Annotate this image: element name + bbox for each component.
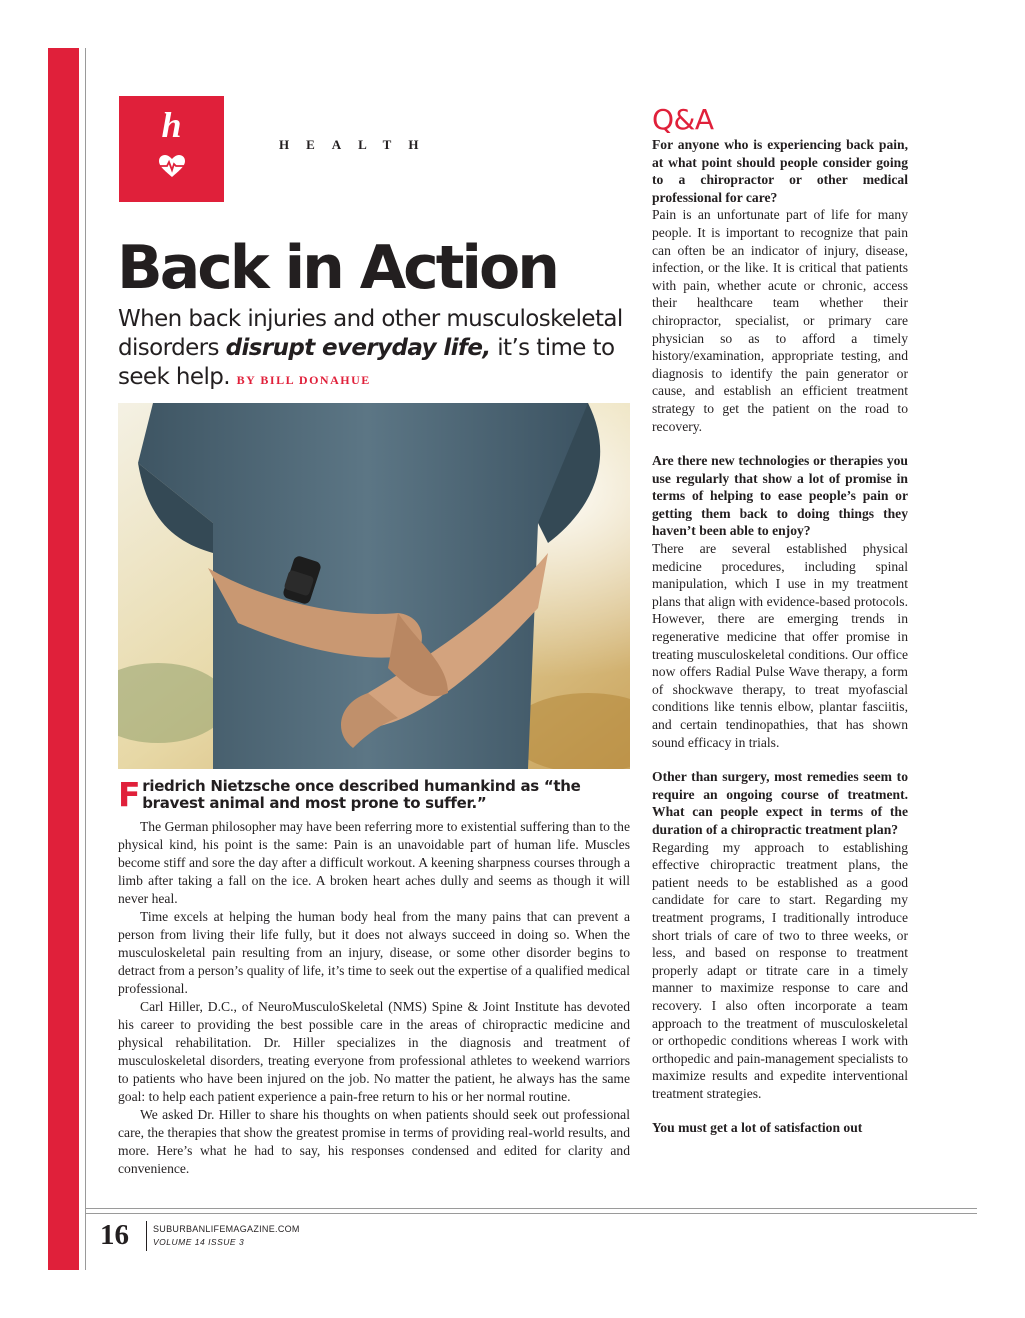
body-paragraph: Carl Hiller, D.C., of NeuroMusculoSkeletal (NMS) Spine & Joint Institute has devoted his career to providing the best possible care in the areas of chiropractic medicine and physical rehabilitation. Dr. Hiller specializes in the diagnosis and treatment of musculoskeletal disorders, treating everyone from professional athletes to weekend warriors to patients who have been injured on the job. No matter the patient, he always has the same goal: to help each patient experience a pain-free return to his or her normal routine. xyxy=(118,999,630,1104)
dek-text-2: it’s time to seek help. xyxy=(118,335,615,390)
qa-question: Other than surgery, most remedies seem to require an ongoing course of treatment. What can people expect in terms of the duration of a chiropractic treatment plan? xyxy=(652,769,908,837)
qa-question: For anyone who is experiencing back pain, at what point should people consider going to a chiropractor or other medical professional for care? xyxy=(652,137,908,205)
byline: BY BILL DONAHUE xyxy=(236,373,371,387)
article-dek xyxy=(118,305,638,395)
qa-heading: Q&A xyxy=(652,103,714,136)
body-paragraph: The German philosopher may have been referring more to existential suffering than to the physical kind, his point is the same: Pain is an unavoidable part of human life. Muscles become stiff and sore the day after a difficult workout. A keening sharpness courses through a limb after taking a fall on the ice. A broken heart aches dully and seems as though it will never heal. xyxy=(118,819,630,906)
drop-cap: F xyxy=(118,775,141,814)
footer-rule-2 xyxy=(85,1213,977,1214)
margin-rule xyxy=(85,48,86,1270)
footer-rule xyxy=(85,1208,977,1209)
qa-answer: Regarding my approach to establishing effective chiropractic treatment plans, the patient needs to be established as a good candidate for care to start. Regarding my treatment programs, I traditionally introduce short trials of care of two to three weeks, or less, and based on response to treatment properly adapt or titrate care in a timely manner to maximize response to care and recovery. I also often incorporate a team approach to the treatment of musculoskeletal or orthopedic conditions whereas I work with orthopedic and pain-management specialists to maximize results and expedite interventional treatment strategies. xyxy=(652,839,908,1101)
dek-emphasis: disrupt everyday life, xyxy=(225,335,491,361)
logo-letter: h xyxy=(161,105,182,145)
qa-question: Are there new technologies or therapies you use regularly that show a lot of promise in terms of helping to ease people’s pain or getting them back to doing things they haven’t been able to enjoy? xyxy=(652,453,908,539)
article-body xyxy=(118,818,630,1178)
body-paragraph: Time excels at helping the human body heal from the many pains that can prevent a person from living their life fully, but it does not always succeed in doing so. When the musculoskeletal pain resulting from an injury, disease, or some other disorder begins to detract from a person’s quality of life, it’s time to seek out the expertise of a qualified medical professional. xyxy=(118,909,630,996)
health-logo xyxy=(119,96,224,202)
qa-question: You must get a lot of satisfaction out xyxy=(652,1120,863,1136)
section-label: HEALTH xyxy=(279,137,436,152)
footer-site: SUBURBANLIFEMAGAZINE.COM xyxy=(153,1224,300,1234)
heart-pulse-icon xyxy=(158,154,186,178)
qa-answer: Pain is an unfortunate part of life for many people. It is important to recognize that pain can often be an indicator of injury, disease, infection, or the like. It is critical that patients with pain, whether acute or chronic, access their healthcare team whether their chiropractor, specialist, or primary care physician so as to afford a timely history/examination, appropriate testing, and diagnosis to identify the pain generator or cause, and establish an efficient treatment strategy to get the patient on the road to recovery. xyxy=(652,207,908,434)
qa-answer: There are several established physical medicine procedures, including spinal manipulation, which I use in my treatment plans that align with evidence-based protocols. However, there are emerging trends in regenerative medicine that offer promise in treating musculoskeletal conditions. Our office now offers Radial Pulse Wave therapy, a form of shockwave therapy, to treat myofascial conditions like tennis elbow, plantar fasciitis, and certain tendinopathies, that has shown sound efficacy in trials. xyxy=(652,541,908,750)
back-pain-photo xyxy=(118,403,630,769)
lead-paragraph xyxy=(118,775,633,814)
lead-text: riedrich Nietzsche once described humankind as “the bravest animal and most prone to suffer.” xyxy=(142,777,581,812)
footer-issue: VOLUME 14 ISSUE 3 xyxy=(153,1237,245,1247)
qa-column xyxy=(652,136,908,1137)
article-title: Back in Action xyxy=(117,233,557,303)
footer-separator xyxy=(146,1221,147,1251)
page-number: 16 xyxy=(100,1219,129,1251)
body-paragraph: We asked Dr. Hiller to share his thoughts on when patients should seek out professional care, the therapies that show the greatest promise in terms of providing real-world results, and more. Here’s what he had to say, his responses condensed and edited for clarity and convenience. xyxy=(118,1107,630,1176)
dek-text-1: When back injuries and other musculoskeletal disorders xyxy=(118,306,623,361)
red-margin-bar xyxy=(48,48,79,1270)
